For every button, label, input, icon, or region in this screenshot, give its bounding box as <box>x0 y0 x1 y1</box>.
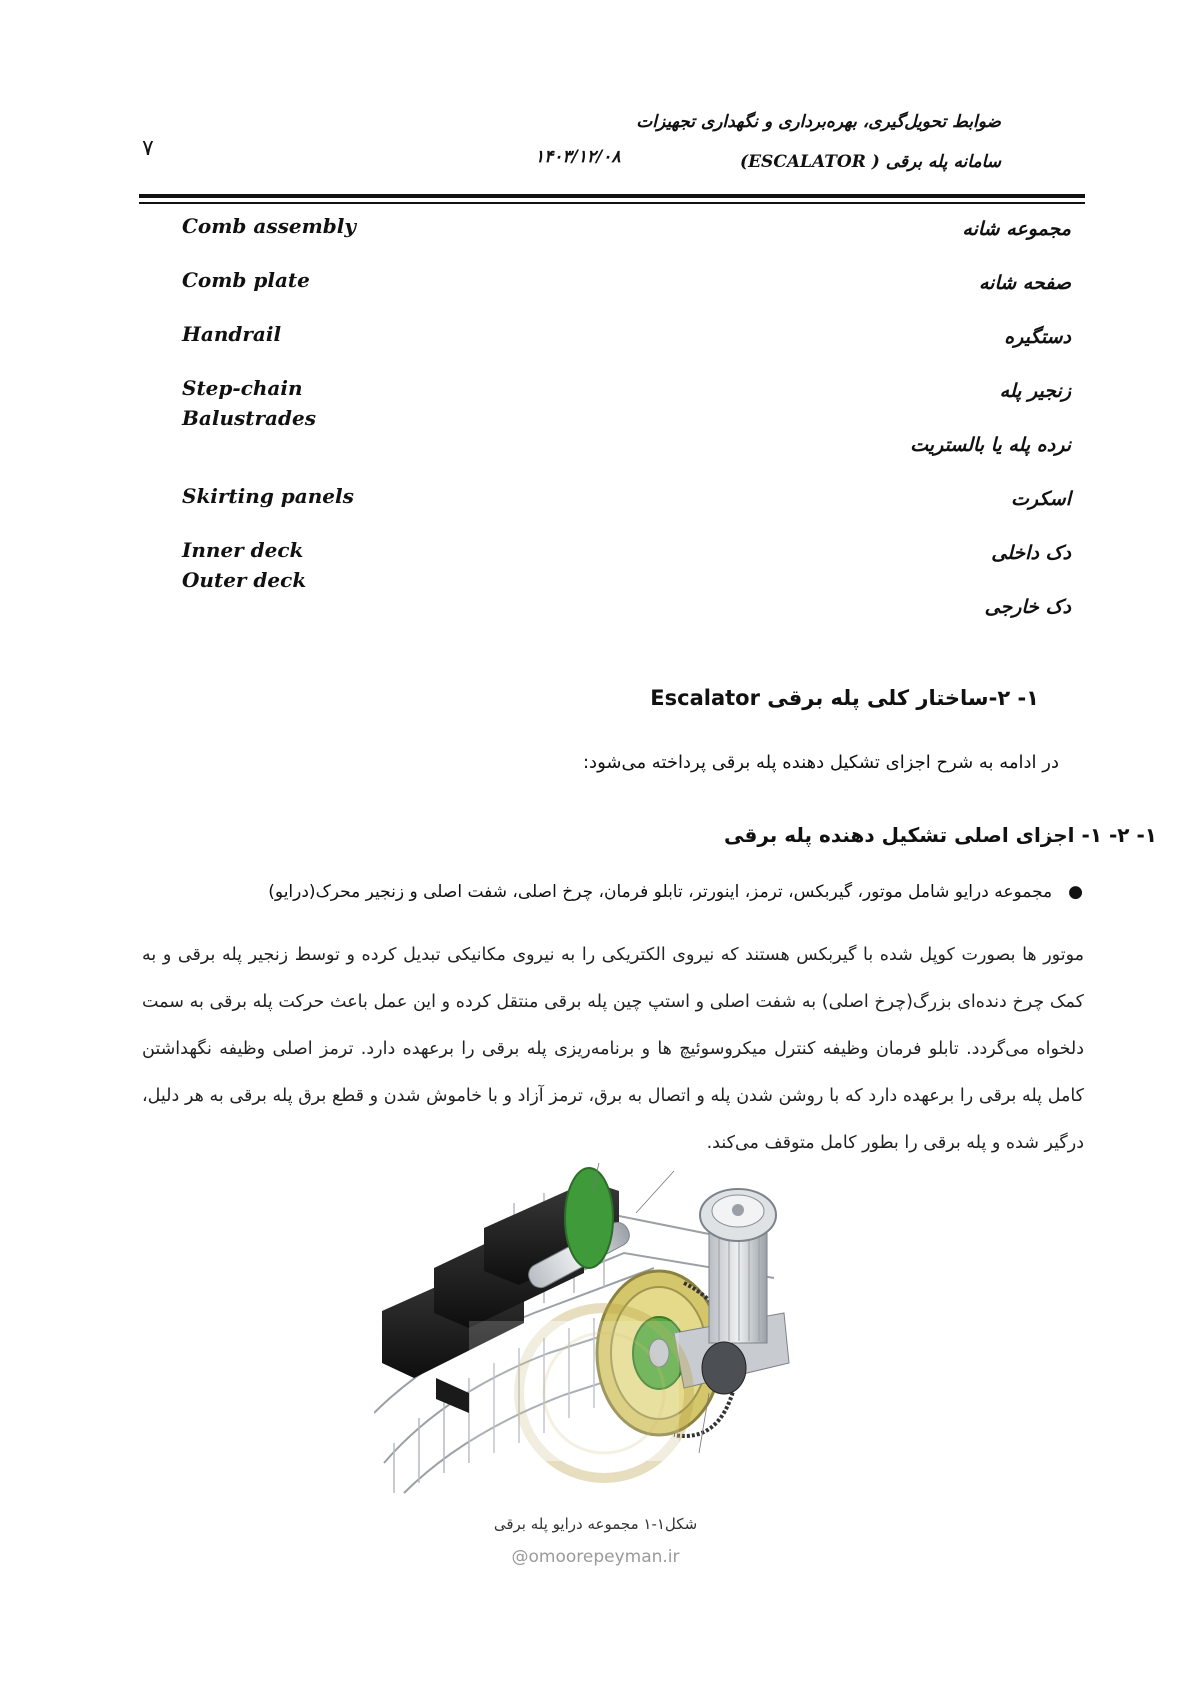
glossary-term-fa: زنجیر پله <box>999 380 1071 402</box>
glossary-term-fa: دک داخلی <box>991 542 1071 564</box>
section-heading: ۱- ۲-ساختار کلی پله برقی Escalator <box>650 686 1039 710</box>
header-date: ۱۴۰۳/۱۲/۰۸ <box>535 147 621 167</box>
glossary-term-fa: دک خارجی <box>984 596 1071 618</box>
subsection-heading: ۱- ۲- ۱- اجزای اصلی تشکیل دهنده پله برقی <box>724 823 1157 847</box>
glossary-term-en: Skirting panels <box>182 484 354 508</box>
section-intro: در ادامه به شرح اجزای تشکیل دهنده پله برقی پرداخته می‌شود: <box>582 752 1059 773</box>
header-subtitle: سامانه پله برقی ( ESCALATOR) <box>740 152 1001 172</box>
glossary-term-en: Balustrades <box>182 406 316 430</box>
glossary-term-fa: صفحه شانه <box>979 272 1071 294</box>
glossary-term-en: Comb assembly <box>182 214 356 238</box>
glossary-term-en: Step-chain <box>182 376 303 400</box>
glossary-term-fa: دستگیره <box>1004 326 1071 348</box>
figure-source: @omoorepeyman.ir <box>511 1547 680 1567</box>
escalator-drive-illustration <box>374 1163 816 1497</box>
glossary-term-en: Comb plate <box>182 268 310 292</box>
glossary-term-en: Outer deck <box>182 568 307 592</box>
bullet-item <box>268 882 1083 902</box>
glossary-term-fa: مجموعه شانه <box>962 218 1071 240</box>
glossary-term-en: Handrail <box>182 322 282 346</box>
bullet-text: مجموعه درایو شامل موتور، گیربکس، ترمز، اینورتر، تابلو فرمان، چرخ اصلی، شفت اصلی و زنجیر محرک(درایو) <box>268 882 1053 902</box>
glossary-term-en: Inner deck <box>182 538 304 562</box>
page-number: ۷ <box>142 136 154 161</box>
glossary-term-fa: نرده پله یا بالستریت <box>910 434 1071 456</box>
header-title: ضوابط تحویل‌گیری، بهره‌برداری و نگهداری تجهیزات <box>636 112 1001 132</box>
figure-caption: شکل۱-۱ مجموعه درایو پله برقی <box>493 1515 698 1533</box>
bullet-dot-icon: ● <box>1068 882 1083 902</box>
header-rule-thin <box>139 202 1085 204</box>
glossary-term-fa: اسکرت <box>1010 488 1071 510</box>
escalator-drive-figure <box>374 1163 816 1497</box>
body-paragraph: موتور ها بصورت کوپل شده با گیربکس هستند که نیروی الکتریکی را به نیروی مکانیکی تبدیل کرده و توسط زنجیر پله برقی و به کمک چرخ دنده‌ای بزرگ(چرخ اصلی) به شفت اصلی و استپ چین پله برقی منتقل کرده و این عمل باعث حرکت پله برقی به سمت دلخواه می‌گردد. تابلو فرمان وظیفه کنترل میکروسوئیچ ها و برنامه‌ریزی پله برقی را برعهده دارد. ترمز اصلی وظیفه نگهداشتن کامل پله برقی را برعهده دارد که با روشن شدن پله و اتصال به برق، ترمز آزاد و با خاموش شدن و قطع برق پله برقی به هر دلیل، درگیر شده و پله برقی را بطور کامل متوقف می‌کند. <box>142 945 1084 1153</box>
header-rule <box>139 194 1085 198</box>
